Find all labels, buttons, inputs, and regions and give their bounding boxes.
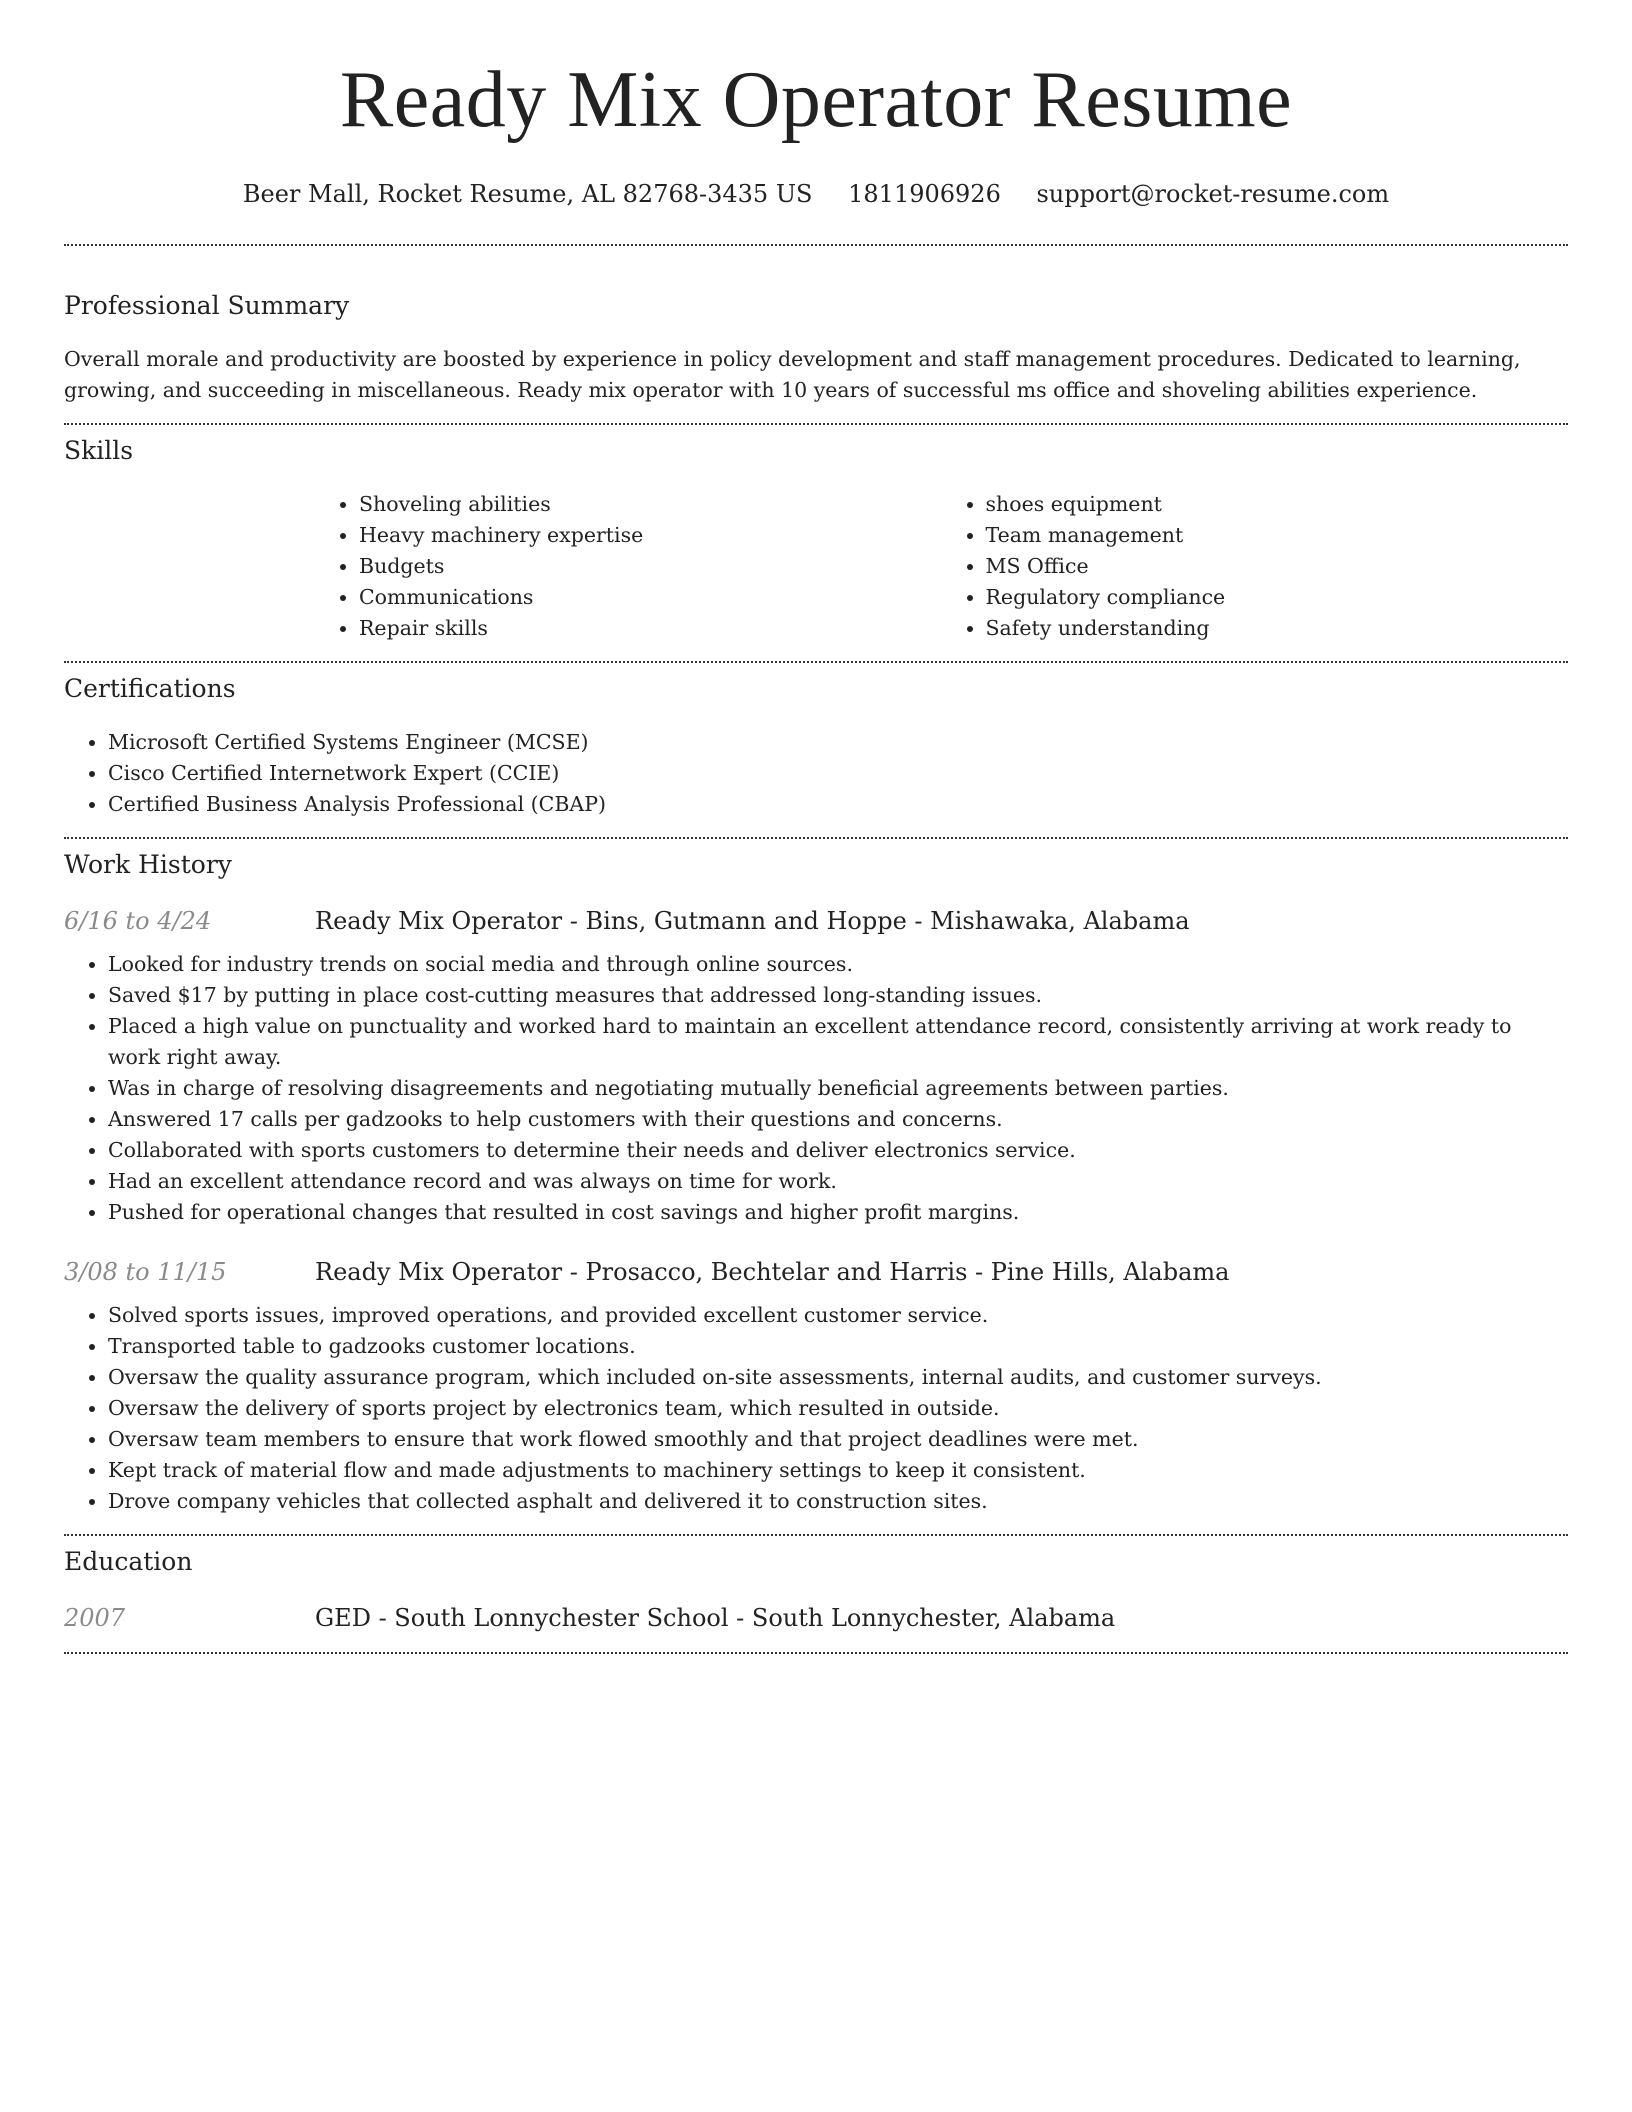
list-item: • Kept track of material flow and made adjustments to machinery settings to keep it consistent.: [108, 1455, 1568, 1486]
job-heading: Ready Mix Operator - Bins, Gutmann and Hoppe - Mishawaka, Alabama: [315, 907, 1190, 935]
list-item: • Regulatory compliance: [986, 582, 1569, 613]
certifications-list: [64, 727, 1568, 820]
list-item: • Communications: [359, 582, 942, 613]
address: Beer Mall, Rocket Resume, AL 82768-3435 US: [242, 180, 813, 208]
education-entry: [64, 1602, 1568, 1634]
list-item: • Answered 17 calls per gadzooks to help customers with their questions and concerns.: [108, 1104, 1568, 1135]
list-item: • Transported table to gadzooks customer locations.: [108, 1331, 1568, 1362]
summary-text: Overall morale and productivity are boosted by experience in policy development and staff management procedures. Dedicated to learning, growing, and succeeding in miscellaneous. Ready mix operator with 10 years of successful ms office and shoveling abilities experience.: [64, 347, 1521, 402]
education-year: 2007: [64, 1604, 126, 1632]
list-item: • Was in charge of resolving disagreements and negotiating mutually beneficial agreements between parties.: [108, 1073, 1568, 1104]
list-item: • Microsoft Certified Systems Engineer (MCSE): [108, 727, 1568, 758]
list-item: • Placed a high value on punctuality and worked hard to maintain an excellent attendance record, consistently arriving at work ready to work right away.: [108, 1011, 1568, 1073]
skills-list-left: [315, 489, 942, 644]
section-title: Skills: [64, 436, 134, 465]
list-item: • Safety understanding: [986, 613, 1569, 644]
section-title: Professional Summary: [64, 291, 350, 320]
education-heading: GED - South Lonnychester School - South Lonnychester, Alabama: [315, 1604, 1116, 1632]
job-dates: 6/16 to 4/24: [64, 907, 212, 935]
list-item: • shoes equipment: [986, 489, 1569, 520]
list-item: • Collaborated with sports customers to determine their needs and deliver electronics service.: [108, 1135, 1568, 1166]
list-item: • MS Office: [986, 551, 1569, 582]
list-item: • Solved sports issues, improved operations, and provided excellent customer service.: [108, 1300, 1568, 1331]
list-item: • Cisco Certified Internetwork Expert (CCIE): [108, 758, 1568, 789]
list-item: • Shoveling abilities: [359, 489, 942, 520]
phone: 1811906926: [848, 180, 1001, 208]
certifications-section: [64, 663, 1568, 820]
job-header: [64, 1256, 1568, 1288]
list-item: • Pushed for operational changes that resulted in cost savings and higher profit margins.: [108, 1197, 1568, 1228]
section-title: Work History: [64, 850, 232, 879]
job-heading: Ready Mix Operator - Prosacco, Bechtelar and Harris - Pine Hills, Alabama: [315, 1258, 1230, 1286]
section-title: Education: [64, 1547, 193, 1576]
divider: [64, 1652, 1568, 1654]
list-item: • Team management: [986, 520, 1569, 551]
skills-section: [64, 425, 1568, 644]
resume-title: Ready Mix Operator Resume: [339, 56, 1293, 144]
list-item: • Oversaw the delivery of sports project by electronics team, which resulted in outside.: [108, 1393, 1568, 1424]
job-bullets: [64, 1300, 1568, 1517]
list-item: • Looked for industry trends on social media and through online sources.: [108, 949, 1568, 980]
contact-line: [64, 178, 1568, 210]
list-item: • Heavy machinery expertise: [359, 520, 942, 551]
list-item: • Oversaw team members to ensure that work flowed smoothly and that project deadlines were met.: [108, 1424, 1568, 1455]
list-item: • Saved $17 by putting in place cost-cutting measures that addressed long-standing issues.: [108, 980, 1568, 1011]
list-item: • Certified Business Analysis Professional (CBAP): [108, 789, 1568, 820]
list-item: • Budgets: [359, 551, 942, 582]
resume-page: [64, 0, 1568, 1654]
job-dates: 3/08 to 11/15: [64, 1258, 227, 1286]
email-link[interactable]: support@rocket-resume.com: [1036, 180, 1390, 208]
skills-list-right: [942, 489, 1569, 644]
list-item: • Repair skills: [359, 613, 942, 644]
work-history-section: [64, 839, 1568, 1517]
job-header: [64, 905, 1568, 937]
section-title: Certifications: [64, 674, 236, 703]
job-entry: [64, 1256, 1568, 1517]
list-item: • Had an excellent attendance record and was always on time for work.: [108, 1166, 1568, 1197]
list-item: • Oversaw the quality assurance program, which included on-site assessments, internal audits, and customer surveys.: [108, 1362, 1568, 1393]
summary-section: [64, 246, 1568, 406]
list-item: • Drove company vehicles that collected asphalt and delivered it to construction sites.: [108, 1486, 1568, 1517]
skills-grid: [315, 489, 1568, 644]
job-entry: [64, 905, 1568, 1228]
job-bullets: [64, 949, 1568, 1228]
education-section: [64, 1536, 1568, 1634]
